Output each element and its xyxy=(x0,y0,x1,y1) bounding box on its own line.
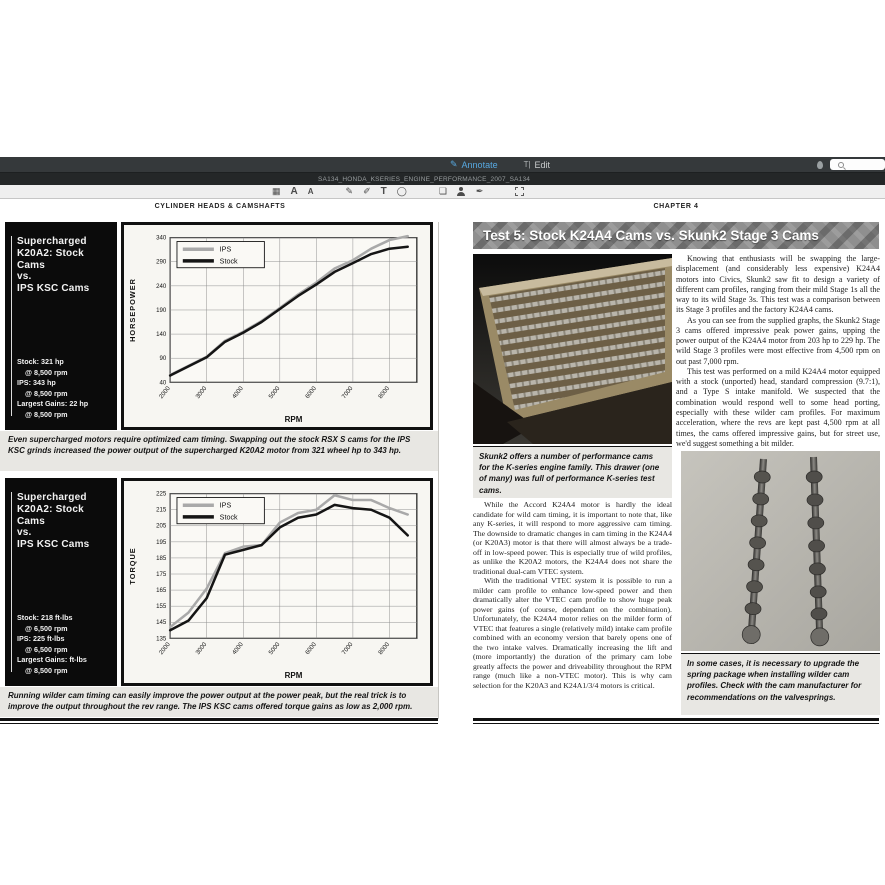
torque-panel xyxy=(5,478,433,686)
markup-droplet-icon[interactable] xyxy=(817,161,823,169)
font-smaller-icon[interactable]: A xyxy=(307,187,314,196)
horsepower-chart xyxy=(124,225,430,427)
svg-text:240: 240 xyxy=(156,282,167,290)
body-paragraph: With the traditional VTEC system it is possible to run a milder cam profile to enhance low-speed power and then dramatically alter the VTEC cam profile to show huge peak power gains (of course, dependant on the combination). Unfortunately, the K24A4 motor relies on the milder form of VTEC that features a single (relatively mild) intake cam profile combined with an economy version that barely opens one of the two intake valves. Dramatically increasing the lift and (more importantly) the duration of the primary cam lobe greatly affects the power and driveability throughout the RPM range (much like a non-VTEC motor). This is why cam selection for the K20A3 and K24A1/3/4 motors is critical. xyxy=(473,576,672,690)
svg-text:RPM: RPM xyxy=(284,671,303,681)
shapes-icon[interactable]: ◯ xyxy=(396,186,407,196)
stat-line: @ 6,500 rpm xyxy=(25,623,68,633)
search-icon xyxy=(838,162,844,168)
text-edit-icon: T| xyxy=(523,160,531,169)
svg-text:205: 205 xyxy=(156,522,167,530)
svg-text:90: 90 xyxy=(159,355,167,363)
stat-line: @ 8,500 rpm xyxy=(25,665,68,675)
svg-text:3000: 3000 xyxy=(194,641,209,657)
svg-text:IPS: IPS xyxy=(219,245,232,254)
svg-text:185: 185 xyxy=(156,554,167,562)
svg-text:RPM: RPM xyxy=(284,415,303,425)
torque-chart xyxy=(124,481,430,683)
pen-icon[interactable]: ✒ xyxy=(475,186,484,196)
pdf-page-spread xyxy=(0,199,885,730)
left-page-bottom-rule xyxy=(0,718,438,724)
svg-text:4000: 4000 xyxy=(230,385,245,401)
svg-text:140: 140 xyxy=(156,331,167,339)
svg-text:225: 225 xyxy=(156,490,167,498)
info-title-line: K20A2: Stock xyxy=(17,247,84,259)
info-title-line: vs. xyxy=(17,527,32,539)
highlighter-icon[interactable]: ✐ xyxy=(363,186,371,196)
torque-info-box xyxy=(5,478,117,686)
info-title-line: Cams xyxy=(17,515,46,527)
page-gutter-line xyxy=(438,222,439,719)
horsepower-chart-frame xyxy=(121,222,433,430)
selection-tool-icon[interactable] xyxy=(515,187,524,196)
svg-text:2000: 2000 xyxy=(157,385,172,401)
edit-button[interactable] xyxy=(524,160,550,170)
body-paragraph: Knowing that enthusiasts will be swapping the large-displacement (and considerably less expensive) K24A4 motors into Civics, Skunk2 saw fit to design a variety of different cam profiles, ranging from their mild Stage 1s all the way to its wild Stage 3s. This test was a comparison between its Stage 3 profiles and the factory K24A4 cams. xyxy=(676,254,880,315)
annotate-label: Annotate xyxy=(461,159,498,170)
drawer-photo-caption: Skunk2 offers a number of performance cams for the K-series engine family. This drawer (one of many) was full of performance K-series test cams. xyxy=(473,446,672,498)
svg-text:Stock: Stock xyxy=(219,513,238,522)
sketch-pencil-icon[interactable]: ✎ xyxy=(345,186,354,196)
svg-text:6000: 6000 xyxy=(304,385,318,401)
svg-text:TORQUE: TORQUE xyxy=(128,547,138,585)
stat-line: @ 8,500 rpm xyxy=(25,367,68,377)
cam-drawer-photo xyxy=(473,254,672,444)
stat-line: Stock: 321 hp xyxy=(17,357,64,367)
test5-title-banner: Test 5: Stock K24A4 Cams vs. Skunk2 Stage 3 Cams xyxy=(473,222,879,249)
stat-line: IPS: 225 ft-lbs xyxy=(17,634,65,644)
info-title-line: Cams xyxy=(17,259,46,271)
stat-line: @ 8,500 rpm xyxy=(25,388,68,398)
svg-text:7000: 7000 xyxy=(340,641,355,657)
stat-line: @ 8,500 rpm xyxy=(25,409,68,419)
svg-text:135: 135 xyxy=(156,635,167,643)
document-tab[interactable]: SA134_HONDA_KSERIES_ENGINE_PERFORMANCE_2007_SA134 xyxy=(318,176,531,183)
svg-text:155: 155 xyxy=(156,603,167,611)
camshafts-photo xyxy=(681,451,880,651)
info-title-line: Supercharged xyxy=(17,492,87,503)
svg-text:Stock: Stock xyxy=(219,257,238,266)
right-page-left-column xyxy=(473,500,672,690)
note-icon[interactable]: ❏ xyxy=(438,186,447,196)
camshafts-photo-caption: In some cases, it is necessary to upgrade the spring package when installing wilder cam profiles. Check with the cam manufacturer for recommendations on the valvesprings. xyxy=(681,653,880,715)
tab-bar xyxy=(0,172,885,185)
stat-line: Stock: 218 ft-lbs xyxy=(17,613,73,623)
title-bar xyxy=(0,157,885,172)
search-input[interactable] xyxy=(844,160,878,169)
right-page-bottom-rule xyxy=(473,718,879,724)
body-paragraph: As you can see from the supplied graphs, the Skunk2 Stage 3 cams offered impressive peak power gains, upping the power output of the K24A4 motor from 203 hp to 229 hp. The wild Stage 3 profiles were most effective from 4,500 rpm on out past 7,000 rpm. xyxy=(676,315,880,366)
torque-chart-frame xyxy=(121,478,433,686)
svg-text:6000: 6000 xyxy=(304,641,318,657)
svg-text:2000: 2000 xyxy=(157,641,172,657)
svg-text:340: 340 xyxy=(156,234,167,242)
svg-text:3000: 3000 xyxy=(194,385,209,401)
svg-text:5000: 5000 xyxy=(267,641,282,657)
search-field[interactable] xyxy=(830,159,885,170)
info-title-line: IPS KSC Cams xyxy=(17,283,90,295)
stat-line: @ 6,500 rpm xyxy=(25,644,68,654)
right-page-header: CHAPTER 4 xyxy=(653,203,699,210)
hp-chart-caption: Even supercharged motors require optimized cam timing. Swapping out the stock RSX S cams for the IPS KSC grinds increased the power output of the supercharged K20A2 motor from 321 wheel hp to 343 hp. xyxy=(0,431,438,471)
left-page-header: CYLINDER HEADS & CAMSHAFTS xyxy=(154,203,286,210)
thumbnail-view-icon[interactable]: ▦ xyxy=(272,186,281,196)
svg-text:175: 175 xyxy=(156,570,167,578)
info-title-line: Supercharged xyxy=(17,236,87,247)
info-title-line: K20A2: Stock xyxy=(17,503,84,515)
edit-label: Edit xyxy=(534,159,551,170)
right-page-right-column xyxy=(676,254,880,449)
svg-text:165: 165 xyxy=(156,587,167,595)
svg-text:145: 145 xyxy=(156,619,167,627)
body-paragraph: While the Accord K24A4 motor is hardly the ideal candidate for wild cam timing, it is important to note that, like any K-series, it will respond to more aggressive cam timing. The downside to dramatic changes in cam timing in the K24A4 (or K20A3) motor is that there will almost always be a trade-off in low-speed power. This is especially true of wild profiles, as unlike the K20A2 motors, the K24A4 does not share the traditional dual-cam VTEC system. xyxy=(473,500,672,576)
svg-text:5000: 5000 xyxy=(267,385,282,401)
info-title-line: IPS KSC Cams xyxy=(17,539,90,551)
svg-text:HORSEPOWER: HORSEPOWER xyxy=(128,278,138,342)
stat-line: Largest Gains: 22 hp xyxy=(17,399,89,409)
info-title-line: vs. xyxy=(17,271,32,283)
annotate-button[interactable] xyxy=(450,159,498,170)
hp-info-box xyxy=(5,222,117,430)
hp-stats xyxy=(17,357,112,420)
svg-text:8000: 8000 xyxy=(377,641,392,657)
svg-text:195: 195 xyxy=(156,538,167,546)
svg-text:IPS: IPS xyxy=(219,501,232,510)
font-larger-icon[interactable]: A xyxy=(290,186,298,197)
torque-chart-caption: Running wilder cam timing can easily improve the power output at the power peak, but the real trick is to improve the output throughout the rev range. The IPS KSC cams offered torque gains as low as 2,000 rpm. xyxy=(0,687,438,717)
svg-text:4000: 4000 xyxy=(230,641,245,657)
horsepower-panel xyxy=(5,222,433,430)
torque-stats xyxy=(17,613,112,676)
annotate-pen-icon: ✎ xyxy=(450,159,458,169)
body-paragraph: This test was performed on a mild K24A4 motor equipped with a stock (unported) head, standard compression (9.7:1), and a Type S intake manifold. We suspected that the combination would respond well to some head porting, especially with these wilder cam profiles. For maximum acceleration, where the revs are kept past 4,500 rpm at all times, the cams offered impressive gains, but for street use, we'd suggest something a bit milder. xyxy=(676,366,880,448)
annotation-toolbar xyxy=(0,185,885,199)
stat-line: Largest Gains: ft-lbs xyxy=(17,655,87,665)
stat-line: IPS: 343 hp xyxy=(17,378,56,388)
svg-text:290: 290 xyxy=(156,258,167,266)
svg-text:40: 40 xyxy=(159,379,167,387)
text-tool-icon[interactable]: T xyxy=(380,186,387,197)
svg-text:190: 190 xyxy=(156,306,167,314)
signature-icon[interactable] xyxy=(457,187,466,196)
svg-text:215: 215 xyxy=(156,506,167,514)
svg-text:8000: 8000 xyxy=(377,385,392,401)
svg-text:7000: 7000 xyxy=(340,385,355,401)
